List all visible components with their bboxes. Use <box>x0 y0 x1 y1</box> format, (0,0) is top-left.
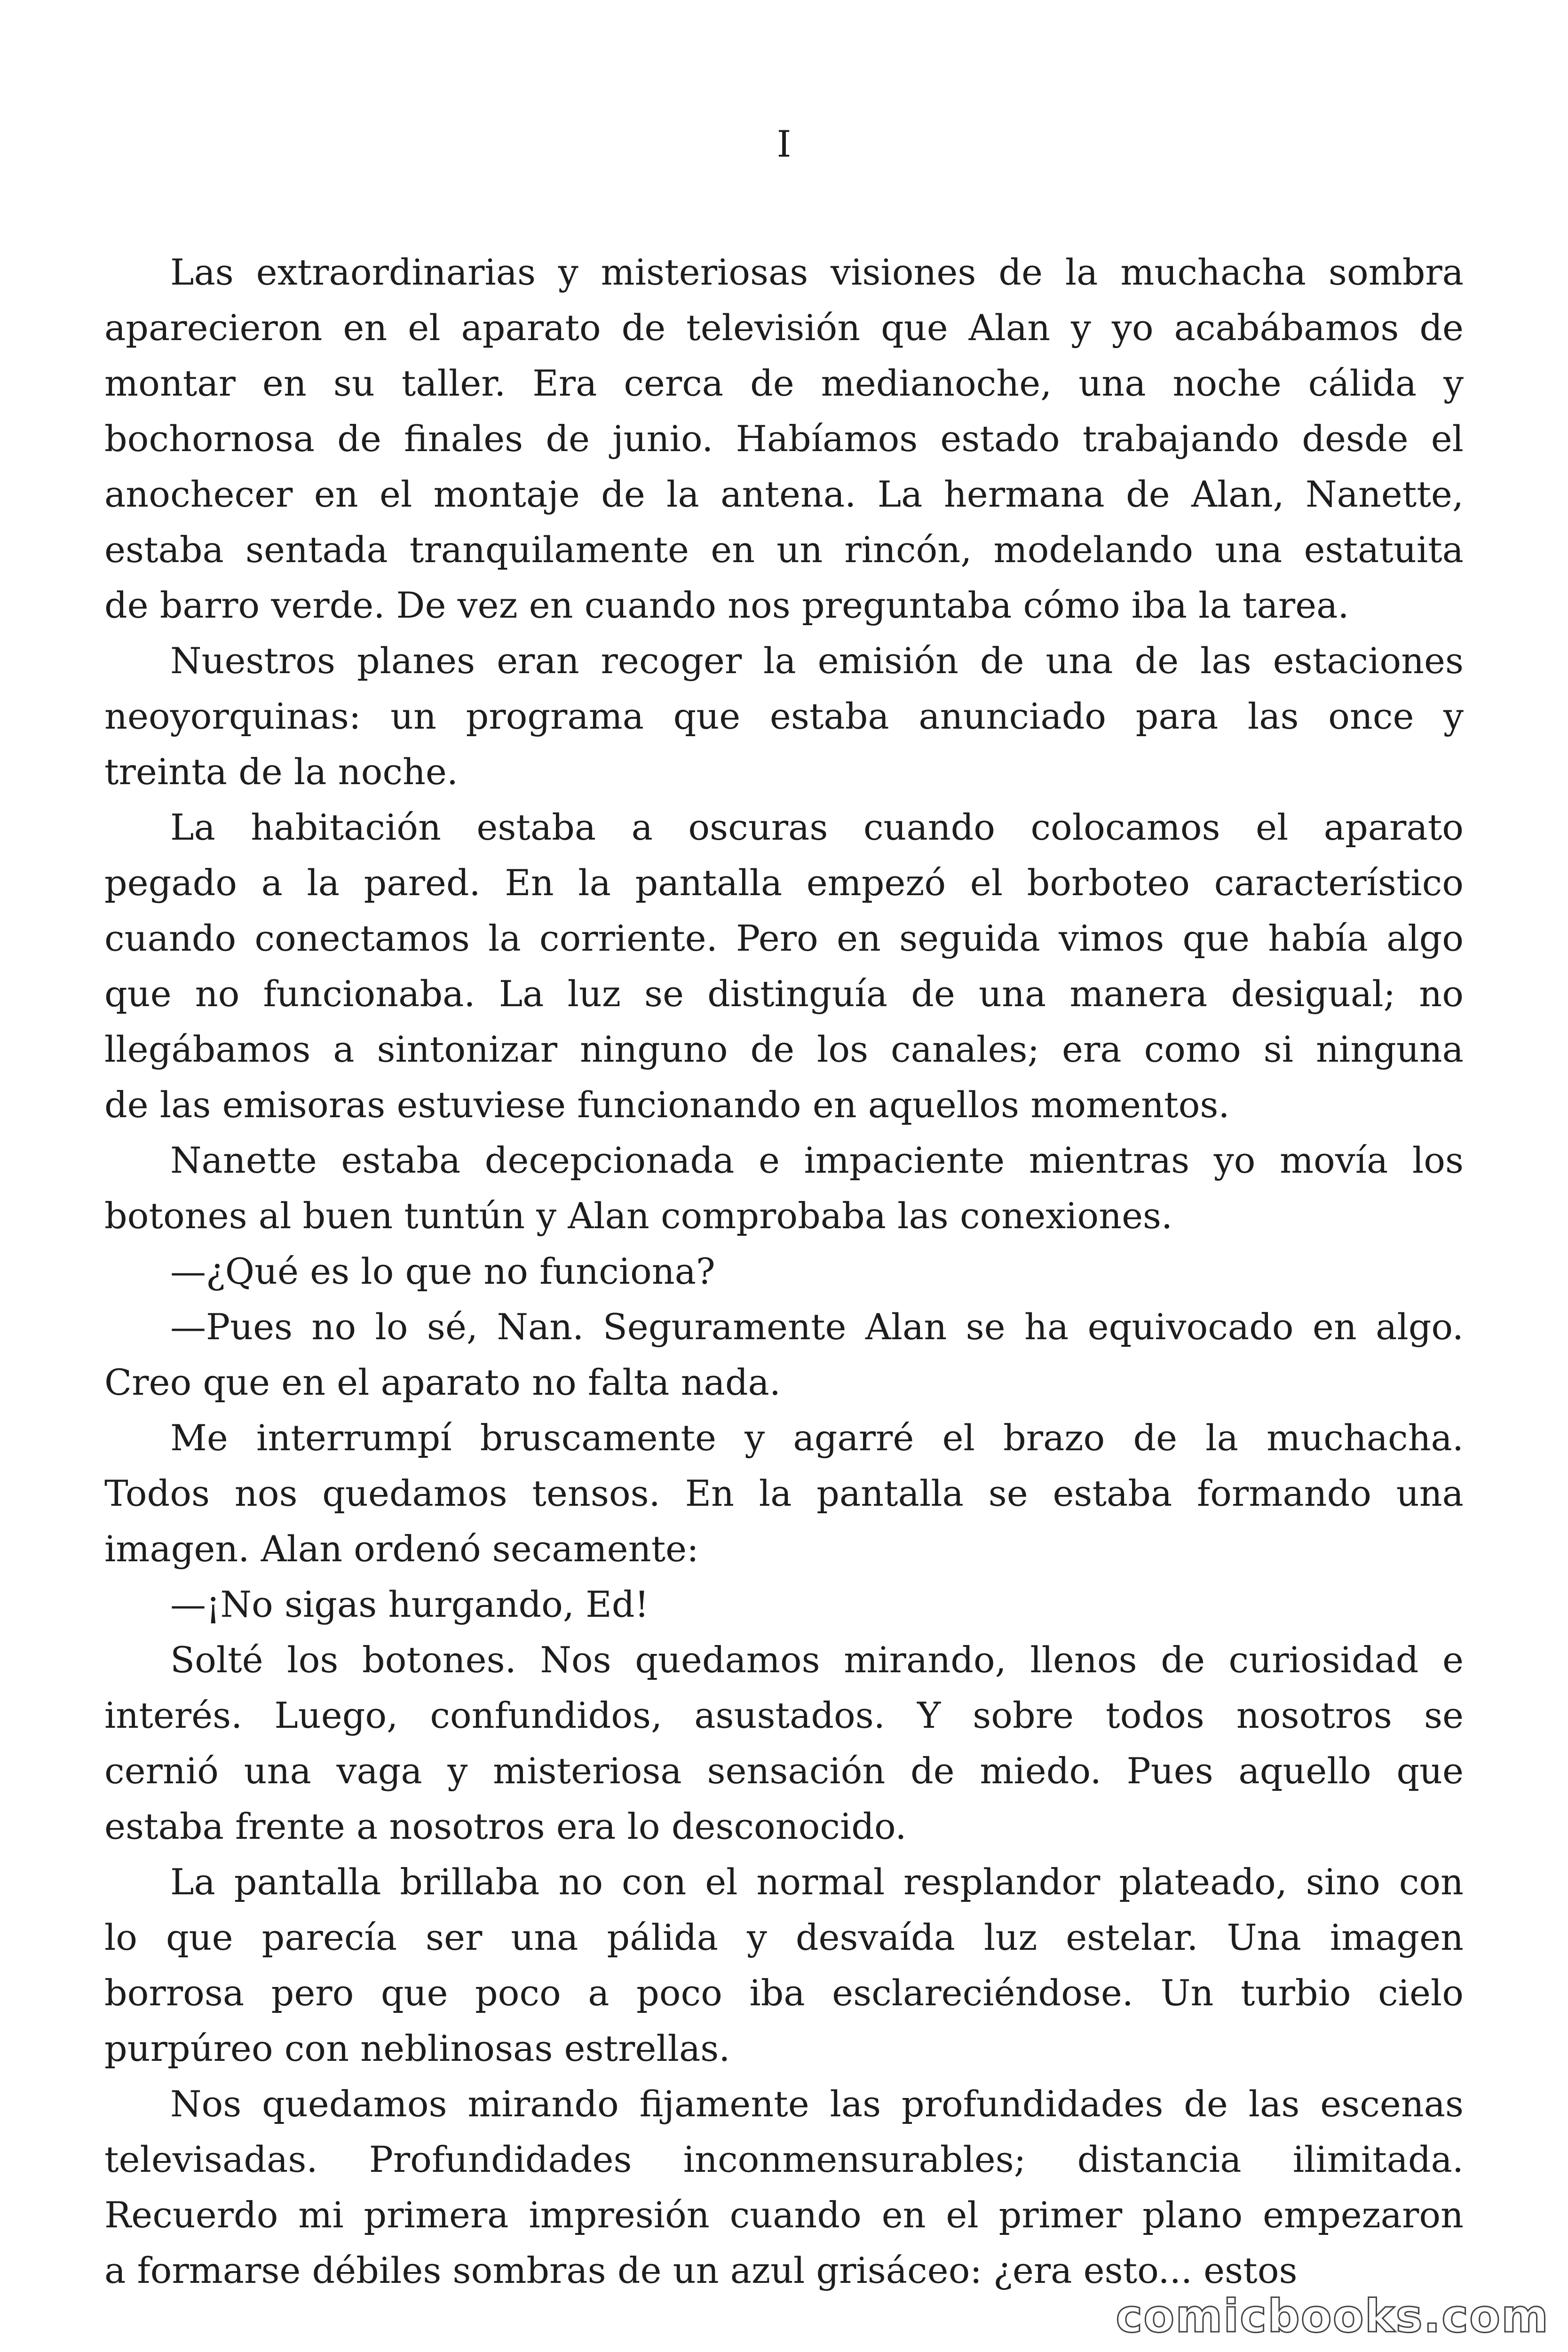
paragraph <box>104 1577 1464 1632</box>
paragraph <box>104 1632 1464 1854</box>
text-line: Recuerdo mi primera impresión cuando en el primer plano empezaron <box>104 2194 1464 2236</box>
text-line: purpúreo con neblinosas estrellas. <box>104 2027 730 2069</box>
text-line: borrosa pero que poco a poco iba esclareciéndose. Un turbio cielo <box>104 1972 1464 2014</box>
chapter-number: I <box>776 123 792 166</box>
text-line: La habitación estaba a oscuras cuando colocamos el aparato <box>170 806 1464 848</box>
paragraph <box>104 1299 1464 1410</box>
text-line: treinta de la noche. <box>104 751 459 793</box>
text-line: montar en su taller. Era cerca de medianoche, una noche cálida y <box>104 362 1464 404</box>
paragraph <box>104 633 1464 800</box>
text-line: La pantalla brillaba no con el normal resplandor plateado, sino con <box>170 1861 1464 1903</box>
text-line: llegábamos a sintonizar ninguno de los canales; era como si ninguna <box>104 1028 1464 1070</box>
text-line: pegado a la pared. En la pantalla empezó el borboteo característico <box>104 862 1464 904</box>
text-line: de barro verde. De vez en cuando nos preguntaba cómo iba la tarea. <box>104 584 1349 626</box>
text-line: Creo que en el aparato no falta nada. <box>104 1361 781 1403</box>
text-line: interés. Luego, confundidos, asustados. Y sobre todos nosotros se <box>104 1694 1464 1736</box>
paragraph <box>104 2076 1464 2298</box>
text-line: de las emisoras estuviese funcionando en aquellos momentos. <box>104 1084 1230 1126</box>
text-line: —Pues no lo sé, Nan. Seguramente Alan se ha equivocado en algo. <box>170 1306 1464 1348</box>
text-line: que no funcionaba. La luz se distinguía de una manera desigual; no <box>104 973 1464 1015</box>
text-line: lo que parecía ser una pálida y desvaída luz estelar. Una imagen <box>104 1916 1464 1958</box>
watermark-logo: comicbooks.com <box>1116 2290 1549 2343</box>
text-line: estaba sentada tranquilamente en un rincón, modelando una estatuita <box>104 529 1464 571</box>
text-line: Me interrumpí bruscamente y agarré el brazo de la muchacha. <box>170 1417 1464 1459</box>
paragraph <box>104 800 1464 1133</box>
text-line: Las extraordinarias y misteriosas visiones de la muchacha sombra <box>170 251 1464 293</box>
paragraph <box>104 245 1464 633</box>
text-line: estaba frente a nosotros era lo desconocido. <box>104 1805 907 1847</box>
paragraph <box>104 1854 1464 2076</box>
text-line: —¿Qué es lo que no funciona? <box>170 1250 715 1292</box>
text-line: Todos nos quedamos tensos. En la pantalla se estaba formando una <box>104 1472 1464 1514</box>
text-line: —¡No sigas hurgando, Ed! <box>170 1583 649 1625</box>
text-line: cuando conectamos la corriente. Pero en seguida vimos que había algo <box>104 917 1464 959</box>
text-line: aparecieron en el aparato de televisión que Alan y yo acabábamos de <box>104 307 1464 349</box>
text-line: Solté los botones. Nos quedamos mirando, llenos de curiosidad e <box>170 1639 1464 1681</box>
text-line: Nos quedamos mirando fijamente las profundidades de las escenas <box>170 2083 1464 2125</box>
paragraph <box>104 1410 1464 1577</box>
text-line: televisadas. Profundidades inconmensurables; distancia ilimitada. <box>104 2138 1464 2180</box>
text-line: Nanette estaba decepcionada e impaciente mientras yo movía los <box>170 1139 1464 1181</box>
text-line: Nuestros planes eran recoger la emisión de una de las estaciones <box>170 640 1464 682</box>
text-line: anochecer en el montaje de la antena. La hermana de Alan, Nanette, <box>104 473 1464 515</box>
text-line: imagen. Alan ordenó secamente: <box>104 1528 699 1570</box>
paragraph <box>104 1133 1464 1244</box>
paragraph <box>104 1244 1464 1299</box>
body-text <box>104 245 1464 2298</box>
text-line: a formarse débiles sombras de un azul grisáceo: ¿era esto... estos <box>104 2249 1298 2291</box>
text-line: neoyorquinas: un programa que estaba anunciado para las once y <box>104 695 1464 737</box>
text-line: bochornosa de finales de junio. Habíamos estado trabajando desde el <box>104 418 1464 460</box>
text-line: botones al buen tuntún y Alan comprobaba las conexiones. <box>104 1195 1173 1237</box>
text-line: cernió una vaga y misteriosa sensación de miedo. Pues aquello que <box>104 1750 1464 1792</box>
